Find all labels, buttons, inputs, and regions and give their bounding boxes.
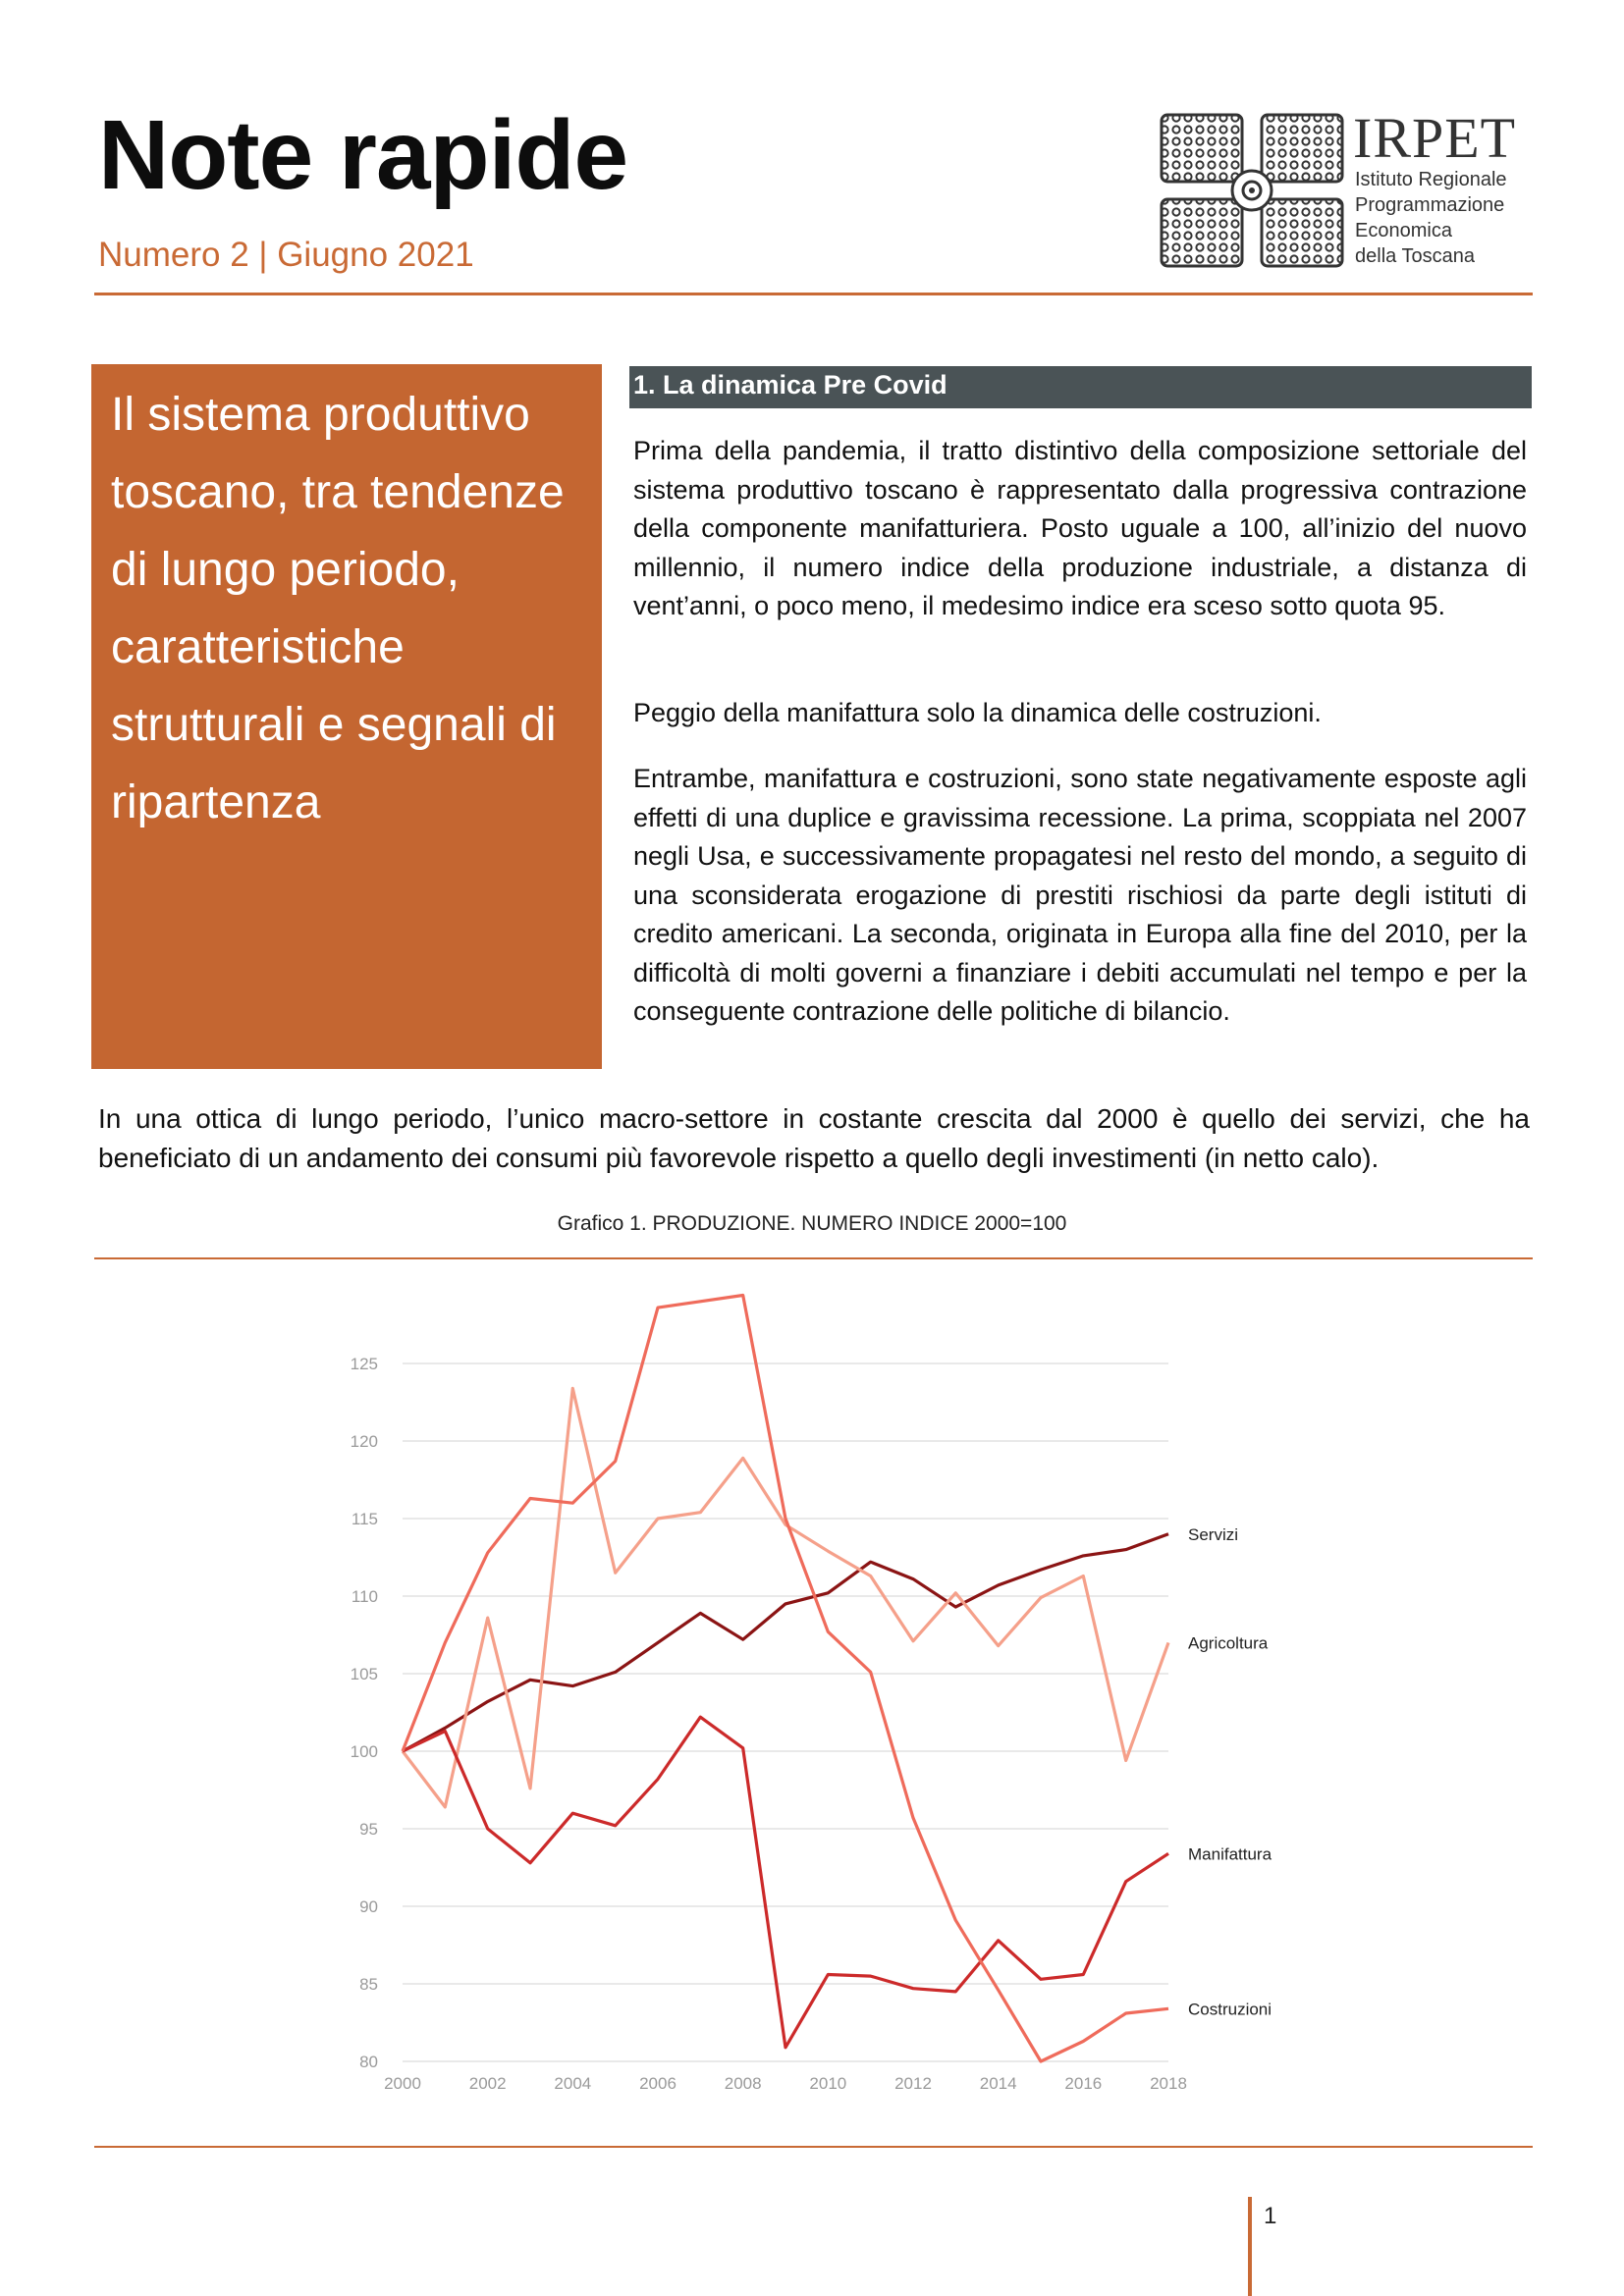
y-tick-label: 90 — [359, 1897, 378, 1916]
header-divider — [94, 293, 1533, 295]
series-line-agricoltura — [403, 1388, 1168, 1807]
logo-line: della Toscana — [1355, 245, 1475, 267]
irpet-logo-mark-icon — [1159, 112, 1345, 269]
y-tick-label: 100 — [350, 1742, 378, 1761]
paragraph — [633, 760, 1527, 1032]
paragraph-text: Prima della pandemia, il tratto distintivo della composizione settoriale del sistema produttivo toscano è rappresentato dalla progressiva contrazione della componente manifatturiera. Posto uguale a 100, all’inizio del nuovo millennio, il numero indice della produzione industriale, a distanza di vent’anni, o poco meno, il medesimo indice era sceso sotto quota 95. — [633, 436, 1527, 620]
headline: Il sistema produttivo toscano, tra tendenze di lungo periodo, caratteristiche strutturali e segnali di ripartenza — [111, 389, 565, 828]
x-tick-label: 2004 — [554, 2074, 592, 2093]
production-line-chart — [295, 1276, 1272, 2120]
y-tick-label: 125 — [350, 1355, 378, 1373]
y-tick-label: 105 — [350, 1665, 378, 1683]
x-tick-label: 2010 — [809, 2074, 847, 2093]
chart-series — [403, 1296, 1168, 2062]
section-header — [629, 366, 1532, 408]
y-axis-ticks — [351, 1355, 378, 2071]
document-title: Note rapide — [98, 100, 628, 210]
y-tick-label: 95 — [359, 1820, 378, 1839]
series-line-servizi — [403, 1534, 1168, 1751]
x-axis-ticks — [384, 2074, 1187, 2093]
paragraph-text: Peggio della manifattura solo la dinamica delle costruzioni. — [633, 698, 1322, 727]
headline-box — [91, 364, 602, 1069]
paragraph-text: Entrambe, manifattura e costruzioni, sono state negativamente esposte agli effetti di una duplice e gravissima recessione. La prima, scoppiata nel 2007 negli Usa, e successivamente propagatesi nel resto del mondo, a seguito di una sconsiderata erogazione di prestiti rischiosi da parte degli istituti di credito americani. La seconda, originata in Europa alla fine del 2010, per la difficoltà di molti governi a finanziare i debiti accumulati nel tempo e per la conseguente contrazione delle politiche di bilancio. — [633, 764, 1527, 1026]
series-label-agricoltura: Agricoltura — [1188, 1633, 1269, 1653]
paragraph — [633, 432, 1527, 626]
x-tick-label: 2014 — [979, 2074, 1017, 2093]
x-tick-label: 2006 — [639, 2074, 677, 2093]
x-tick-label: 2012 — [894, 2074, 932, 2093]
series-labels — [1188, 1525, 1272, 2018]
page-number: 1 — [1264, 2203, 1277, 2229]
x-tick-label: 2000 — [384, 2074, 421, 2093]
x-tick-label: 2008 — [724, 2074, 762, 2093]
y-tick-label: 80 — [359, 2053, 378, 2071]
page-number-rule — [1248, 2197, 1252, 2296]
series-line-manifattura — [403, 1717, 1168, 2048]
paragraph — [633, 694, 1527, 733]
section-title: 1. La dinamica Pre Covid — [633, 370, 947, 400]
series-label-manifattura: Manifattura — [1188, 1844, 1272, 1864]
logo-line: Programmazione — [1355, 194, 1505, 216]
series-label-servizi: Servizi — [1188, 1524, 1239, 1544]
y-tick-label: 120 — [350, 1432, 378, 1451]
logo-line: Istituto Regionale — [1355, 169, 1507, 190]
logo-line: Economica — [1355, 220, 1452, 241]
chart-divider-top — [94, 1257, 1533, 1259]
y-tick-label: 115 — [351, 1510, 378, 1528]
x-tick-label: 2018 — [1150, 2074, 1187, 2093]
logo-institution — [1355, 167, 1507, 269]
series-label-costruzioni: Costruzioni — [1188, 2000, 1272, 2019]
issue-date: Numero 2 | Giugno 2021 — [98, 236, 474, 274]
x-tick-label: 2002 — [468, 2074, 507, 2093]
series-line-costruzioni — [403, 1296, 1168, 2062]
body-paragraph: In una ottica di lungo periodo, l’unico macro-settore in costante crescita dal 2000 è quello dei servizi, che ha beneficiato di un andamento dei consumi più favorevole rispetto a quello degli investimenti (in netto calo). — [98, 1103, 1530, 1173]
chart-caption: Grafico 1. PRODUZIONE. NUMERO INDICE 2000=100 — [557, 1212, 1067, 1235]
irpet-logo — [1159, 106, 1534, 272]
chart-divider-bottom — [94, 2146, 1533, 2148]
y-tick-label: 85 — [359, 1975, 378, 1994]
x-tick-label: 2016 — [1064, 2074, 1103, 2093]
logo-brand: IRPET — [1353, 106, 1517, 170]
y-tick-label: 110 — [351, 1587, 378, 1606]
chart-grid — [403, 1363, 1168, 2061]
